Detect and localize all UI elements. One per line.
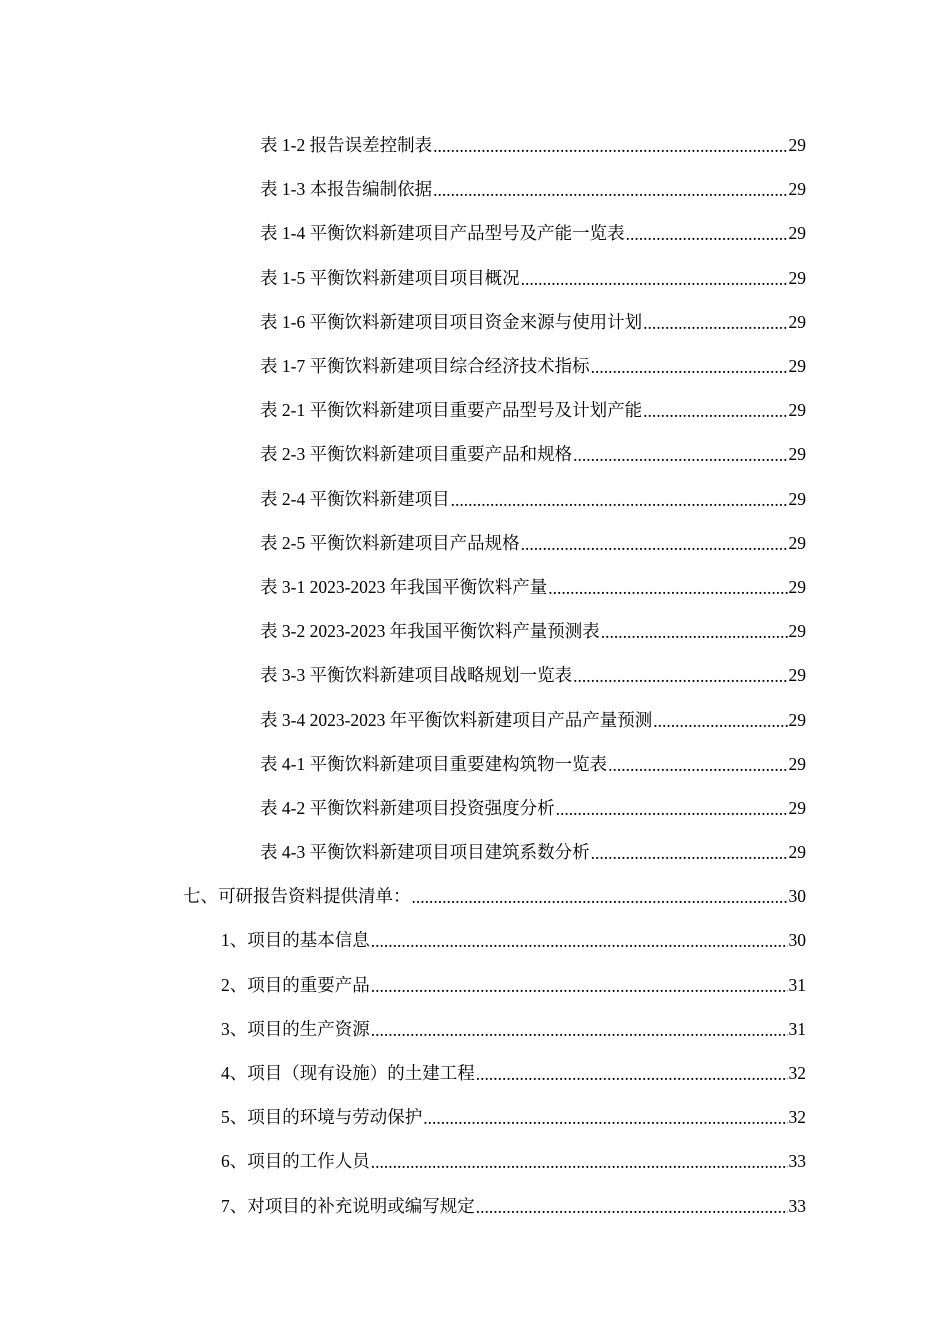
toc-entry-table-3-4[interactable] [0,697,806,741]
dot-leader [521,268,788,290]
toc-entry-label: 表 4-3 平衡饮料新建项目项目建筑系数分析 [260,842,590,863]
toc-page-number: 29 [788,753,806,774]
toc-entry-label: 表 4-2 平衡饮料新建项目投资强度分析 [260,797,555,818]
toc-entry-label: 7、对项目的补充说明或编写规定 [221,1195,475,1216]
toc-page-number: 30 [788,930,806,951]
toc-entry-label: 表 2-4 平衡饮料新建项目 [260,488,450,509]
toc-page-number: 29 [788,356,806,377]
toc-entry-label: 表 1-2 报告误差控制表 [260,135,433,156]
dot-leader [371,1019,788,1041]
toc-entry-label: 表 2-1 平衡饮料新建项目重要产品型号及计划产能 [260,400,643,421]
toc-entry-label: 表 3-4 2023-2023 年平衡饮料新建项目产品产量预测 [260,709,653,730]
toc-entry-table-3-3[interactable] [0,653,806,697]
toc-entry-label: 表 1-7 平衡饮料新建项目综合经济技术指标 [260,356,590,377]
toc-entry-item-1[interactable] [0,918,806,962]
toc-entry-label: 表 3-3 平衡饮料新建项目战略规划一览表 [260,665,573,686]
dot-leader [573,444,787,466]
dot-leader [601,621,788,643]
toc-page-number: 29 [788,135,806,156]
toc-entry-table-1-2[interactable] [0,123,806,167]
dot-leader [573,665,787,687]
toc-entry-label: 6、项目的工作人员 [221,1151,370,1172]
dot-leader [433,135,787,157]
toc-entry-table-2-5[interactable] [0,521,806,565]
toc-entry-label: 表 2-5 平衡饮料新建项目产品规格 [260,532,520,553]
toc-entry-item-7[interactable] [0,1184,806,1228]
toc-page-number: 29 [788,532,806,553]
toc-entry-table-1-6[interactable] [0,300,806,344]
dot-leader [608,754,787,776]
dot-leader [371,1151,788,1173]
toc-page-number: 29 [788,488,806,509]
toc-page-number: 29 [788,179,806,200]
dot-leader [591,356,788,378]
toc-entry-label: 3、项目的生产资源 [221,1018,370,1039]
toc-page-number: 29 [788,797,806,818]
toc-page-number: 29 [788,621,806,642]
toc-entry-item-4[interactable] [0,1051,806,1095]
toc-page-number: 29 [788,576,806,597]
toc-entry-label: 2、项目的重要产品 [221,974,370,995]
toc-entry-label: 4、项目（现有设施）的土建工程 [221,1063,475,1084]
toc-entry-table-3-1[interactable] [0,565,806,609]
toc-entry-table-4-3[interactable] [0,830,806,874]
toc-entry-table-2-4[interactable] [0,477,806,521]
dot-leader [371,930,788,952]
toc-page-number: 33 [788,1151,806,1172]
toc-page-number: 33 [788,1195,806,1216]
dot-leader [643,400,787,422]
toc-entry-table-4-1[interactable] [0,742,806,786]
toc-entry-table-1-4[interactable] [0,211,806,255]
dot-leader [653,710,787,732]
toc-entry-table-1-3[interactable] [0,167,806,211]
dot-leader [412,886,788,908]
toc-entry-label: 表 2-3 平衡饮料新建项目重要产品和规格 [260,444,573,465]
toc-page-number: 29 [788,311,806,332]
toc-page-number: 29 [788,223,806,244]
dot-leader [556,798,788,820]
dot-leader [423,1107,787,1129]
toc-entry-table-1-5[interactable] [0,256,806,300]
toc-page-number: 29 [788,842,806,863]
toc-entry-item-3[interactable] [0,1007,806,1051]
dot-leader [591,842,788,864]
toc-page-number: 29 [788,267,806,288]
dot-leader [548,577,787,599]
toc-page-number: 29 [788,665,806,686]
toc-entry-label: 1、项目的基本信息 [221,930,370,951]
toc-entry-label: 5、项目的环境与劳动保护 [221,1107,423,1128]
toc-entry-item-5[interactable] [0,1095,806,1139]
toc-entry-label: 表 1-4 平衡饮料新建项目产品型号及产能一览表 [260,223,625,244]
toc-entry-label: 表 1-5 平衡饮料新建项目项目概况 [260,267,520,288]
toc-page-number: 32 [788,1063,806,1084]
toc-page-number: 29 [788,400,806,421]
toc-page-number: 30 [788,886,806,907]
dot-leader [451,489,788,511]
toc-entry-item-2[interactable] [0,963,806,1007]
toc-entry-label: 表 3-2 2023-2023 年我国平衡饮料产量预测表 [260,621,600,642]
dot-leader [476,1196,788,1218]
toc-entry-label: 表 1-3 本报告编制依据 [260,179,433,200]
toc-entry-table-3-2[interactable] [0,609,806,653]
toc-entry-table-2-1[interactable] [0,388,806,432]
toc-page-number: 29 [788,709,806,730]
dot-leader [626,223,788,245]
dot-leader [643,312,787,334]
dot-leader [371,975,788,997]
toc-entry-label: 七、可研报告资料提供清单： [183,886,411,907]
toc-entry-label: 表 1-6 平衡饮料新建项目项目资金来源与使用计划 [260,311,643,332]
toc-entry-item-6[interactable] [0,1139,806,1183]
toc-entry-section-7[interactable] [0,874,806,918]
toc-entry-label: 表 3-1 2023-2023 年我国平衡饮料产量 [260,576,548,597]
toc-page-number: 31 [788,974,806,995]
toc-entry-table-2-3[interactable] [0,432,806,476]
dot-leader [476,1063,788,1085]
table-of-contents [0,123,950,1228]
dot-leader [433,179,787,201]
toc-entry-table-1-7[interactable] [0,344,806,388]
toc-entry-label: 表 4-1 平衡饮料新建项目重要建构筑物一览表 [260,753,608,774]
toc-entry-table-4-2[interactable] [0,786,806,830]
toc-page-number: 32 [788,1107,806,1128]
dot-leader [521,533,788,555]
toc-page-number: 31 [788,1018,806,1039]
toc-page-number: 29 [788,444,806,465]
